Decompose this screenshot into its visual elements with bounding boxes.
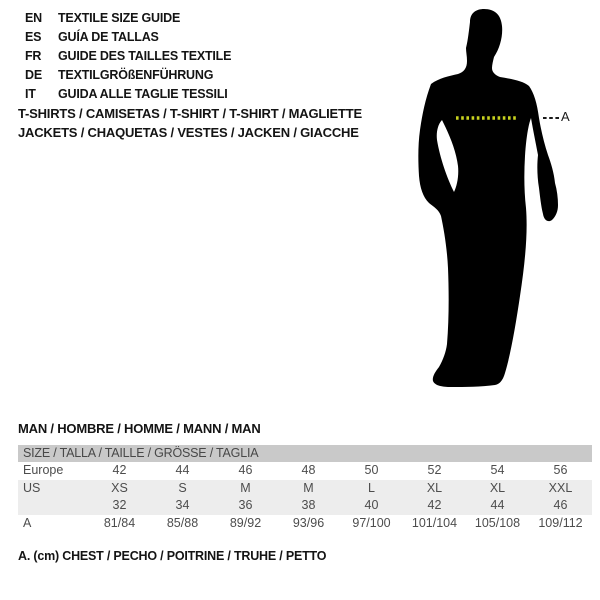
table-cell: 46 <box>553 498 568 512</box>
table-cell: 97/100 <box>352 515 391 530</box>
table-row-chest-cm <box>18 515 592 533</box>
table-cell: 32 <box>112 498 127 512</box>
table-cell: 44 <box>175 463 190 477</box>
section-title-man: MAN / HOMBRE / HOMME / MANN / MAN <box>18 421 261 436</box>
table-cell: XL <box>489 480 506 495</box>
size-table <box>18 445 592 532</box>
table-cell: XL <box>426 480 443 495</box>
man-silhouette <box>415 8 565 387</box>
table-cell: L <box>368 480 375 495</box>
language-code: ES <box>25 29 42 44</box>
measure-label-a: A <box>561 109 570 124</box>
language-label: GUIDA ALLE TAGLIE TESSILI <box>58 87 228 102</box>
table-cell: 50 <box>364 463 379 477</box>
language-code: IT <box>25 87 36 102</box>
language-row-en <box>25 8 231 27</box>
table-cell: XXL <box>548 480 573 495</box>
table-cell: 38 <box>301 498 316 512</box>
size-table-header: SIZE / TALLA / TAILLE / GRÖSSE / TAGLIA <box>18 445 592 462</box>
language-label: GUIDE DES TAILLES TEXTILE <box>58 48 232 63</box>
table-cell: 46 <box>238 463 253 477</box>
table-cell: M <box>240 480 251 495</box>
table-cell: 42 <box>112 463 127 477</box>
man-silhouette-path <box>418 9 558 387</box>
table-cell: 89/92 <box>229 515 262 530</box>
language-row-fr <box>25 46 231 65</box>
table-cell: 109/112 <box>538 515 583 530</box>
category-jackets: JACKETS / CHAQUETAS / VESTES / JACKEN / GIACCHE <box>18 125 359 140</box>
table-cell: S <box>178 480 187 495</box>
language-code: DE <box>25 68 42 83</box>
table-row-europe <box>18 462 592 480</box>
table-cell: 34 <box>175 498 190 512</box>
table-cell: XS <box>111 480 128 495</box>
table-cell: 85/88 <box>166 515 199 530</box>
language-label: TEXTILGRÖßENFÜHRUNG <box>58 68 214 83</box>
language-code: FR <box>25 48 42 63</box>
footnote-chest: A. (cm) CHEST / PECHO / POITRINE / TRUHE / PETTO <box>18 549 327 563</box>
language-list <box>25 8 231 104</box>
table-cell: 101/104 <box>411 515 458 530</box>
row-label: US <box>23 480 41 495</box>
table-cell: 42 <box>427 498 442 512</box>
table-cell: 44 <box>490 498 505 512</box>
category-tshirts: T-SHIRTS / CAMISETAS / T-SHIRT / T-SHIRT / MAGLIETTE <box>18 106 362 121</box>
row-label: Europe <box>23 463 64 477</box>
table-cell: 54 <box>490 463 505 477</box>
row-label <box>18 497 88 515</box>
table-cell: 52 <box>427 463 442 477</box>
language-row-it <box>25 85 231 104</box>
language-label: TEXTILE SIZE GUIDE <box>58 10 181 25</box>
table-cell: 40 <box>364 498 379 512</box>
table-cell: 56 <box>553 463 568 477</box>
language-code: EN <box>25 10 42 25</box>
language-row-es <box>25 27 231 46</box>
table-cell: 81/84 <box>103 515 136 530</box>
table-cell: M <box>303 480 314 495</box>
language-label: GUÍA DE TALLAS <box>58 29 159 44</box>
table-cell: 36 <box>238 498 253 512</box>
man-figure <box>415 8 585 388</box>
table-cell: 93/96 <box>292 515 325 530</box>
table-cell: 105/108 <box>474 515 521 530</box>
row-label: A <box>23 515 32 530</box>
language-row-de <box>25 66 231 85</box>
table-cell: 48 <box>301 463 316 477</box>
category-lines <box>18 104 362 142</box>
table-row-us-numeric <box>18 497 592 515</box>
table-row-us <box>18 480 592 498</box>
